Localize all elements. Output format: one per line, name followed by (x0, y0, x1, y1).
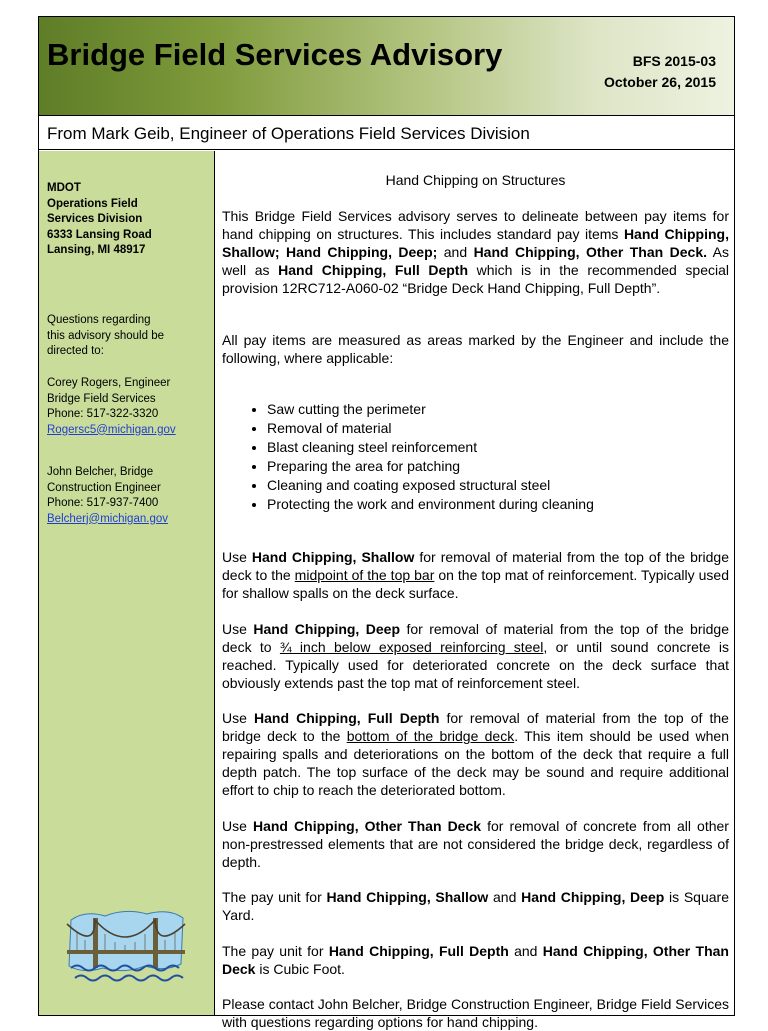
contact-line: Corey Rogers, Engineer (47, 377, 171, 389)
address-line: MDOT (47, 182, 81, 194)
questions-line: this advisory should be (47, 329, 164, 342)
contact-corey-rogers (47, 376, 176, 438)
intro-paragraph: This Bridge Field Services advisory serves to delineate between pay items for hand chipping on structures. This includes standard pay items Hand Chipping, Shallow; Hand Chipping, Deep; and Hand Chipping, Other Than Deck. As well as Hand Chipping, Full Depth which is in the recommended special provision 12RC712-A060-02 “Bridge Deck Hand Chipping, Full Depth”. (222, 208, 730, 296)
mdot-address (47, 181, 152, 259)
advisory-title: Bridge Field Services Advisory (47, 37, 503, 72)
list-item: • Removal of material (267, 419, 594, 438)
pay-unit-square-yard: The pay unit for Hand Chipping, Shallow and Hand Chipping, Deep is Square Yard. (222, 889, 729, 923)
contact-paragraph: Please contact John Belcher, Bridge Construction Engineer, Bridge Field Services with questions regarding options for hand chipping. (222, 996, 729, 1030)
contact-line: Phone: 517-937-7400 (47, 497, 159, 509)
questions-line: directed to: (47, 345, 104, 357)
contact-john-belcher (47, 465, 168, 527)
header-banner (39, 17, 734, 116)
contact-line: Phone: 517-322-3320 (47, 408, 159, 420)
shallow-paragraph: Use Hand Chipping, Shallow for removal of material from the top of the bridge deck to the midpoint of the top bar on the top mat of reinforcement. Typically used for shallow spalls on the deck surface. (222, 549, 729, 601)
measured-paragraph: All pay items are measured as areas marked by the Engineer and include the following, where applicable: (222, 332, 729, 366)
pay-item-includes-list (242, 400, 594, 514)
address-line: Lansing, MI 48917 (47, 244, 146, 256)
email-link-belcher[interactable]: Belcherj@michigan.gov (47, 512, 168, 525)
list-item: • Saw cutting the perimeter (267, 400, 594, 419)
pay-unit-cubic-foot: The pay unit for Hand Chipping, Full Depth and Hand Chipping, Other Than Deck is Cubic Foot. (222, 943, 729, 977)
contact-line: John Belcher, Bridge (47, 466, 154, 478)
bridge-clipart-icon (65, 904, 187, 990)
deep-paragraph: Use Hand Chipping, Deep for removal of material from the top of the bridge deck to ¾ inch below exposed reinforcing steel, or until sound concrete is reached. Typically used for deteriorated concrete on the deck surface that obviously extends past the top mat of reinforcement steel. (222, 621, 730, 691)
advisory-code: BFS 2015-03 (632, 53, 716, 69)
address-line: Operations Field (47, 197, 138, 210)
list-item: • Protecting the work and environment during cleaning (267, 495, 594, 514)
from-line: From Mark Geib, Engineer of Operations Field Services Division (47, 124, 530, 143)
sidebar (39, 151, 215, 1015)
email-link-rogers[interactable]: Rogersc5@michigan.gov (47, 423, 176, 436)
address-line: Services Division (47, 213, 143, 225)
questions-note (47, 313, 164, 360)
contact-line: Bridge Field Services (47, 392, 156, 405)
body-heading: Hand Chipping on Structures (385, 172, 566, 188)
contact-line: Construction Engineer (47, 481, 161, 494)
address-line: 6333 Lansing Road (47, 228, 152, 241)
from-row (39, 117, 734, 150)
list-item: • Preparing the area for patching (267, 457, 594, 476)
advisory-date: October 26, 2015 (603, 74, 716, 90)
advisory-frame (38, 16, 735, 1030)
list-item: • Cleaning and coating exposed structural steel (267, 476, 594, 495)
list-item: • Blast cleaning steel reinforcement (267, 438, 594, 457)
full-depth-paragraph: Use Hand Chipping, Full Depth for removal of material from the top of the bridge deck to the bottom of the bridge deck. This item should be used when repairing spalls and deteriorations on the bottom of the deck that require a full depth patch. The top surface of the deck may be sound and require additional effort to chip to reach the deteriorated bottom. (222, 710, 729, 798)
questions-line: Questions regarding (47, 314, 151, 326)
other-than-deck-paragraph: Use Hand Chipping, Other Than Deck for removal of concrete from all other non-prestressed elements that are not considered the bridge deck, regardless of depth. (222, 818, 729, 870)
